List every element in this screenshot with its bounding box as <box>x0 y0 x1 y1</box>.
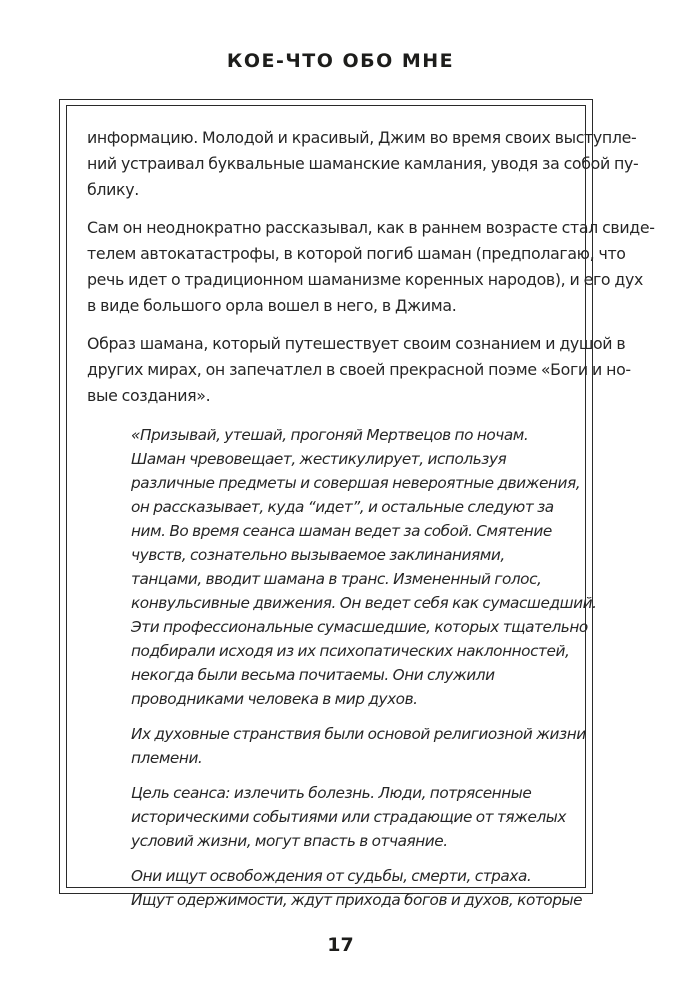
text-line: блику. <box>87 180 139 199</box>
page-number: 17 <box>327 934 354 956</box>
text-line: информацию. Молодой и красивый, Джим во время своих выступле- <box>87 128 637 147</box>
quote-line: танцами, вводит шамана в транс. Измененный голос, <box>131 570 542 588</box>
quote-line: «Призывай, утешай, прогоняй Мертвецов по ночам. <box>131 426 529 444</box>
text-line: телем автокатастрофы, в которой погиб шаман (предполагаю, что <box>87 244 626 263</box>
text-line: ний устраивал буквальные шаманские камлания, уводя за собой пу- <box>87 154 639 173</box>
quote-line: конвульсивные движения. Он ведет себя как сумасшедший. <box>131 594 597 612</box>
quote-stanza-4 <box>131 864 583 912</box>
text-line: в виде большого орла вошел в него, в Джима. <box>87 296 457 315</box>
quote-line: он рассказывает, куда “идет”, и остальные следуют за <box>131 498 554 516</box>
quote-line: Их духовные странствия были основой религиозной жизни <box>131 725 586 743</box>
quote-line: различные предметы и совершая невероятные движения, <box>131 474 581 492</box>
body-paragraph-2 <box>87 215 655 319</box>
quote-stanza-2 <box>131 722 586 770</box>
text-line: Сам он неоднократно рассказывал, как в раннем возрасте стал свиде- <box>87 218 655 237</box>
quote-line: Они ищут освобождения от судьбы, смерти, страха. <box>131 867 532 885</box>
running-header: КОЕ-ЧТО ОБО МНЕ <box>226 50 455 72</box>
poem-quote <box>87 423 597 912</box>
quote-stanza-1 <box>131 423 597 711</box>
text-line: речь идет о традиционном шаманизме коренных народов), и его дух <box>87 270 643 289</box>
quote-line: Эти профессиональные сумасшедшие, которых тщательно <box>131 618 588 636</box>
text-line: других мирах, он запечатлел в своей прекрасной поэме «Боги и но- <box>87 360 631 379</box>
quote-line: некогда были весьма почитаемы. Они служили <box>131 666 495 684</box>
quote-stanza-3 <box>131 781 569 853</box>
body-paragraph-1 <box>87 125 639 203</box>
body-paragraph-3 <box>87 331 631 409</box>
quote-line: ним. Во время сеанса шаман ведет за собой. Смятение <box>131 522 552 540</box>
quote-line: племени. <box>131 749 203 767</box>
page-body <box>87 125 655 912</box>
quote-line: подбирали исходя из их психопатических наклонностей, <box>131 642 570 660</box>
quote-line: проводниками человека в мир духов. <box>131 690 418 708</box>
quote-line: Цель сеанса: излечить болезнь. Люди, потрясенные <box>131 784 532 802</box>
quote-line: условий жизни, могут впасть в отчаяние. <box>131 832 448 850</box>
text-line: вые создания». <box>87 386 211 405</box>
quote-line: историческими событиями или страдающие от тяжелых <box>131 808 567 826</box>
quote-line: Шаман чревовещает, жестикулирует, используя <box>131 450 507 468</box>
quote-line: Ищут одержимости, ждут прихода богов и духов, которые <box>131 891 583 909</box>
quote-line: чувств, сознательно вызываемое заклинаниями, <box>131 546 505 564</box>
text-line: Образ шамана, который путешествует своим сознанием и душой в <box>87 334 626 353</box>
